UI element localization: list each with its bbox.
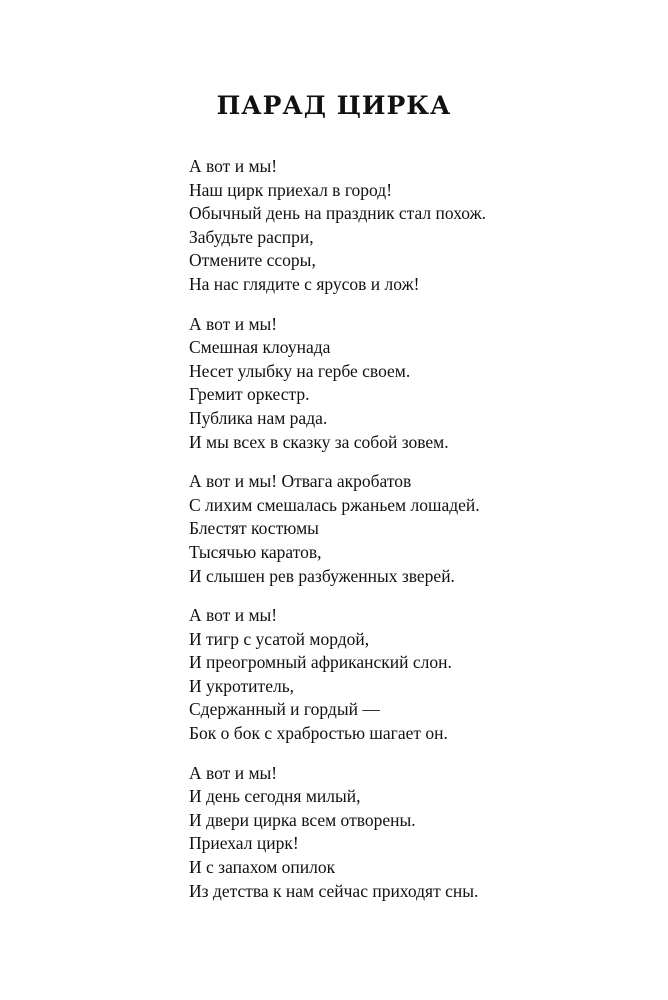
- poem-line: Из детства к нам сейчас приходят сны.: [189, 880, 479, 901]
- poem-line: Забудьте распри,: [189, 226, 314, 247]
- poem-line: Смешная клоунада: [189, 337, 331, 358]
- poem-line: И слышен рев разбуженных зверей.: [189, 565, 455, 586]
- stanza-5: [189, 762, 649, 904]
- stanza-3: [189, 470, 649, 588]
- poem-line: И укротитель,: [189, 675, 295, 696]
- poem-line: А вот и мы!: [189, 605, 278, 626]
- poem-title: ПАРАД ЦИРКА: [216, 91, 452, 120]
- poem-line: И двери цирка всем отворены.: [189, 809, 416, 830]
- stanza-2: [189, 313, 649, 455]
- poem-line: Сдержанный и гордый —: [189, 699, 380, 720]
- poem-line: Бок о бок с храбростью шагает он.: [189, 723, 448, 744]
- poem-line: И с запахом опилок: [189, 857, 336, 878]
- stanza-4: [189, 604, 649, 746]
- poem-line: С лихим смешалась ржаньем лошадей.: [189, 494, 480, 515]
- poem-line: И день сегодня милый,: [189, 786, 361, 807]
- poem-line: Блестят костюмы: [189, 518, 319, 539]
- poem-line: Наш цирк приехал в город!: [189, 179, 393, 200]
- poem-line: И мы всех в сказку за собой зовем.: [189, 431, 449, 452]
- poem-body: [189, 155, 649, 919]
- poem-line: А вот и мы!: [189, 762, 278, 783]
- poem-line: И тигр с усатой мордой,: [189, 628, 370, 649]
- poem-line: А вот и мы! Отвага акробатов: [189, 471, 412, 492]
- poem-line: Гремит оркестр.: [189, 384, 310, 405]
- stanza-1: [189, 155, 649, 297]
- poem-line: Обычный день на праздник стал похож.: [189, 203, 487, 224]
- poem-line: Тысячью каратов,: [189, 541, 322, 562]
- poem-line: Несет улыбку на гербе своем.: [189, 360, 411, 381]
- poem-line: Приехал цирк!: [189, 833, 299, 854]
- poem-line: Отмените ссоры,: [189, 250, 316, 271]
- poem-line: А вот и мы!: [189, 313, 278, 334]
- poem-line: Публика нам рада.: [189, 407, 328, 428]
- poem-line: На нас глядите с ярусов и лож!: [189, 273, 420, 294]
- poem-line: А вот и мы!: [189, 156, 278, 176]
- poem-line: И преогромный африканский слон.: [189, 652, 452, 673]
